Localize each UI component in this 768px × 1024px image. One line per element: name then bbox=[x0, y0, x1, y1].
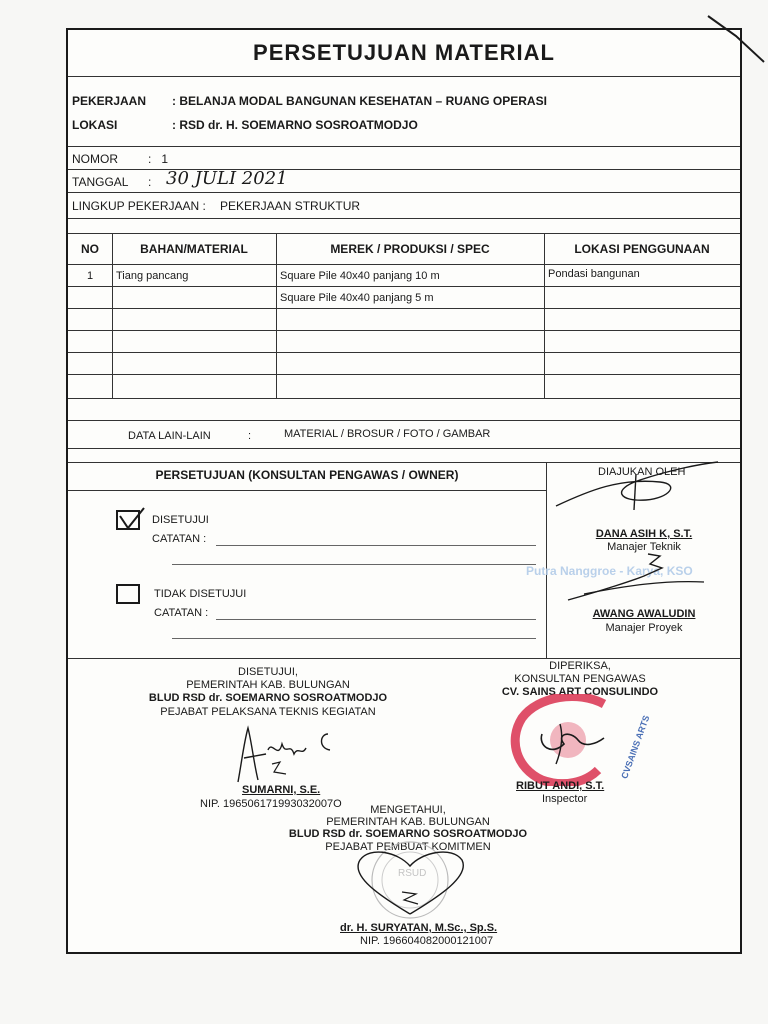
data-lain-value: MATERIAL / BROSUR / FOTO / GAMBAR bbox=[284, 428, 491, 440]
table-line bbox=[68, 398, 740, 399]
nomor-label: NOMOR bbox=[72, 152, 118, 166]
bottom-name: dr. H. SURYATAN, M.Sc., Sp.S. bbox=[340, 922, 498, 934]
cell-material: Tiang pancang bbox=[116, 270, 189, 282]
divider bbox=[68, 218, 740, 219]
cell-spec: Square Pile 40x40 panjang 10 m bbox=[280, 270, 440, 282]
bottom-line2: PEMERINTAH KAB. BULUNGAN bbox=[326, 816, 490, 828]
diajukan-role1: Manajer Teknik bbox=[607, 541, 681, 553]
cell-no: 1 bbox=[86, 270, 94, 282]
catatan-line bbox=[172, 564, 536, 565]
pekerjaan-value: : BELANJA MODAL BANGUNAN KESEHATAN – RUANG OPERASI bbox=[172, 94, 547, 108]
table-line bbox=[68, 308, 740, 309]
table-line bbox=[68, 374, 740, 375]
table-line bbox=[68, 352, 740, 353]
page-title: PERSETUJUAN MATERIAL bbox=[253, 40, 555, 65]
document-frame bbox=[66, 28, 742, 954]
bottom-line3: BLUD RSD dr. SOEMARNO SOSROATMODJO bbox=[288, 828, 528, 840]
diajukan-name2: AWANG AWALUDIN bbox=[592, 608, 696, 620]
signature-awang bbox=[564, 550, 714, 606]
col-header-no: NO bbox=[81, 242, 99, 256]
table-line bbox=[68, 264, 740, 265]
right-line3: CV. SAINS ART CONSULINDO bbox=[501, 686, 659, 698]
divider bbox=[68, 146, 740, 147]
diajukan-name1: DANA ASIH K, S.T. bbox=[595, 528, 693, 540]
lokasi-label: LOKASI bbox=[72, 118, 118, 132]
diajukan-role2: Manajer Proyek bbox=[605, 622, 683, 634]
catatan2-label: CATATAN : bbox=[154, 607, 209, 619]
data-lain-label: DATA LAIN-LAIN bbox=[128, 430, 211, 442]
left-nip: NIP. 196506171993032007O bbox=[200, 798, 342, 810]
bottom-line4: PEJABAT PEMBUAT KOMITMEN bbox=[325, 841, 491, 853]
catatan-label: CATATAN : bbox=[152, 533, 207, 545]
left-line2: PEMERINTAH KAB. BULUNGAN bbox=[186, 679, 350, 691]
approved-checkbox[interactable] bbox=[116, 510, 140, 530]
lokasi-value: : RSD dr. H. SOEMARNO SOSROATMODJO bbox=[172, 118, 418, 132]
right-line1: DIPERIKSA, bbox=[549, 660, 611, 672]
signature-sumarni bbox=[218, 720, 358, 786]
stamp-text: CVSAINS ARTS bbox=[619, 713, 652, 781]
official-stamp bbox=[340, 836, 480, 922]
table-line bbox=[68, 330, 740, 331]
rejected-label: TIDAK DISETUJUI bbox=[154, 588, 247, 600]
tanggal-handwritten: 30 JULI 2021 bbox=[166, 168, 288, 189]
left-line4: PEJABAT PELAKSANA TEKNIS KEGIATAN bbox=[160, 706, 376, 718]
signature-dana bbox=[550, 460, 730, 520]
table-line bbox=[112, 234, 113, 398]
right-line2: KONSULTAN PENGAWAS bbox=[514, 673, 646, 685]
left-line3: BLUD RSD dr. SOEMARNO SOSROATMODJO bbox=[148, 692, 388, 704]
lingkup-label: LINGKUP PEKERJAAN : bbox=[72, 199, 206, 213]
cell-lokasi: Pondasi bangunan bbox=[548, 268, 640, 280]
col-header-lokasi: LOKASI PENGGUNAAN bbox=[574, 242, 710, 256]
divider bbox=[68, 76, 740, 77]
bottom-nip: NIP. 196604082000121007 bbox=[360, 935, 494, 947]
divider bbox=[68, 658, 740, 659]
right-name: RIBUT ANDI, S.T. bbox=[516, 780, 605, 792]
divider bbox=[68, 448, 740, 449]
tanggal-colon: : bbox=[148, 175, 152, 189]
divider bbox=[68, 192, 740, 193]
bottom-line1: MENGETAHUI, bbox=[370, 804, 446, 816]
catatan-line bbox=[216, 545, 536, 546]
divider bbox=[68, 420, 740, 421]
checkmark-icon bbox=[116, 506, 146, 532]
lingkup-value: PEKERJAAN STRUKTUR bbox=[220, 199, 361, 213]
tanggal-label: TANGGAL bbox=[72, 175, 129, 189]
catatan2-line bbox=[172, 638, 536, 639]
diajukan-label: DIAJUKAN OLEH bbox=[598, 466, 686, 478]
page-corner-mark bbox=[706, 10, 766, 70]
col-header-material: BAHAN/MATERIAL bbox=[140, 242, 248, 256]
nomor-value: : 1 bbox=[148, 152, 169, 166]
table-line bbox=[276, 234, 277, 398]
left-name: SUMARNI, S.E. bbox=[242, 784, 321, 796]
company-stamp bbox=[508, 694, 628, 786]
pekerjaan-label: PEKERJAAN bbox=[72, 94, 147, 108]
company-watermark: Putra Nanggroe - Karya, KSO bbox=[526, 564, 693, 578]
left-line1: DISETUJUI, bbox=[238, 666, 298, 678]
stamp-text: RSUD bbox=[398, 868, 427, 879]
col-header-spec: MEREK / PRODUKSI / SPEC bbox=[330, 242, 490, 256]
cell-spec: Square Pile 40x40 panjang 5 m bbox=[280, 292, 434, 304]
data-lain-colon: : bbox=[248, 430, 252, 442]
table-line bbox=[68, 286, 740, 287]
table-line bbox=[544, 234, 545, 398]
divider bbox=[68, 490, 546, 491]
catatan2-line bbox=[216, 619, 536, 620]
rejected-checkbox[interactable] bbox=[116, 584, 140, 604]
approved-label: DISETUJUI bbox=[152, 514, 209, 526]
right-role: Inspector bbox=[542, 793, 588, 805]
approval-header: PERSETUJUAN (KONSULTAN PENGAWAS / OWNER) bbox=[155, 468, 459, 482]
